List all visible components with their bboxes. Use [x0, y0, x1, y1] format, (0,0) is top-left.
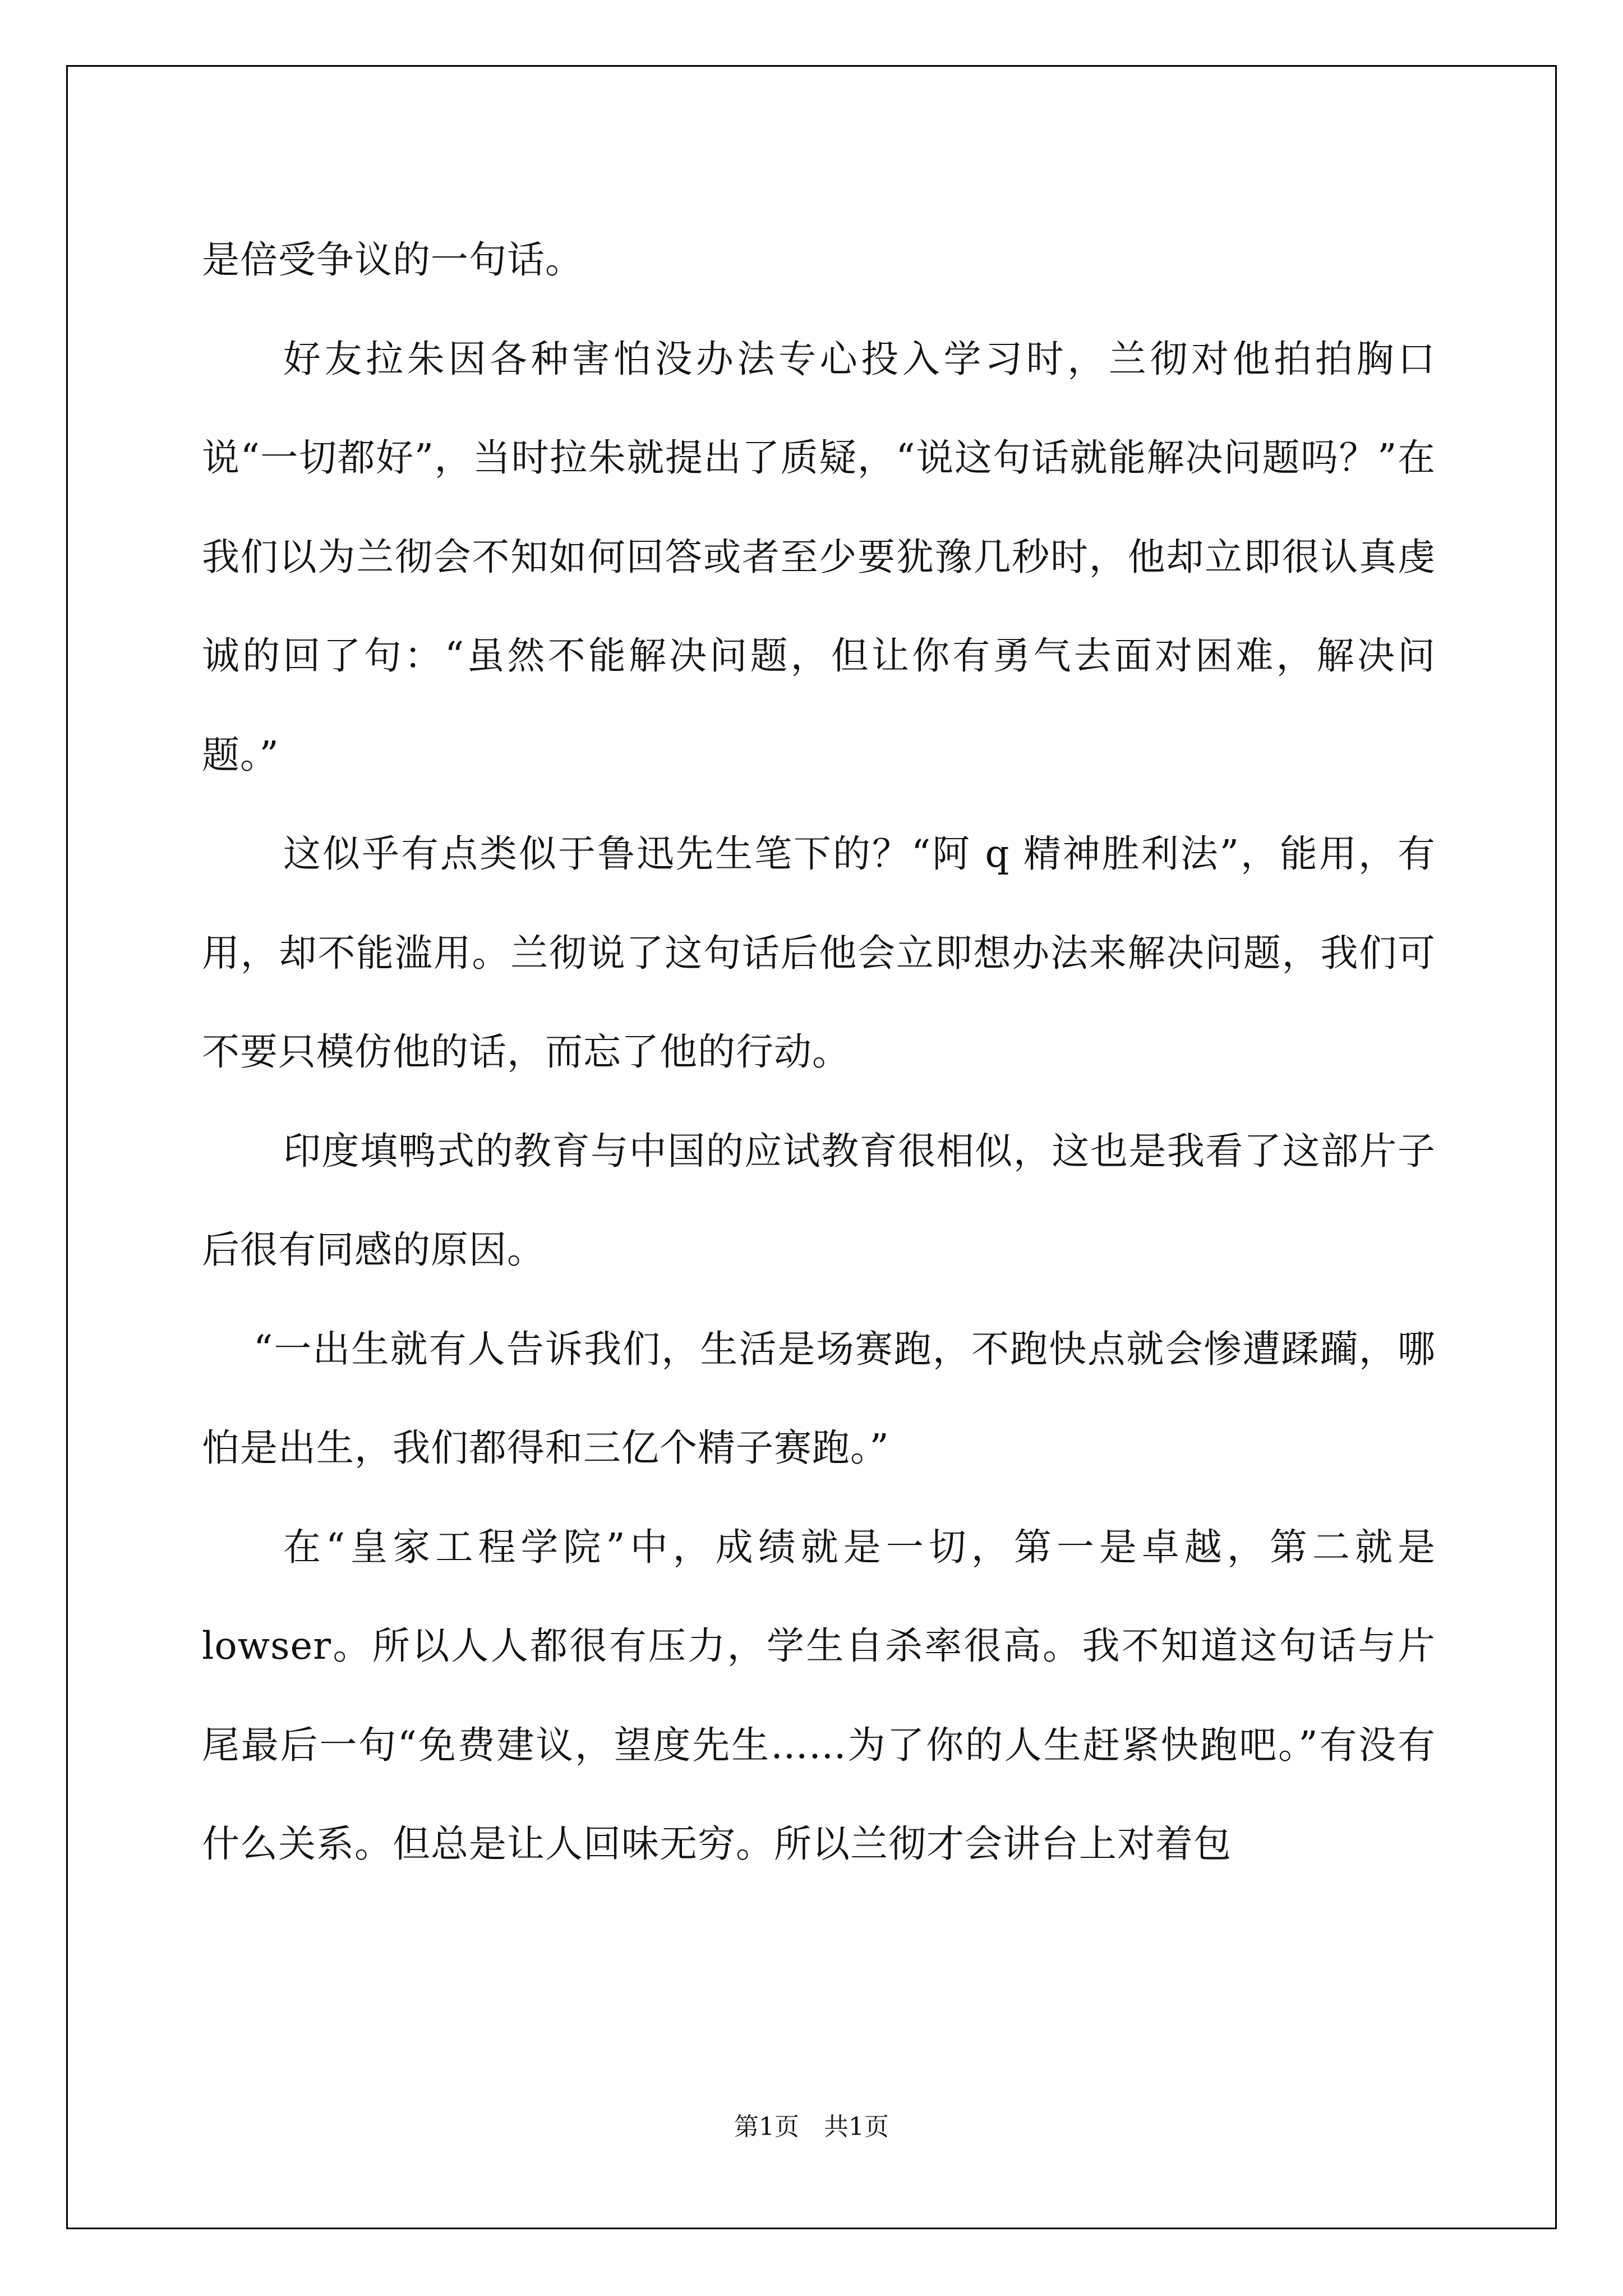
page-total: 共1页 [824, 2113, 889, 2141]
paragraph-3: 这似乎有点类似于鲁迅先生笔下的？“阿 q 精神胜利法”，能用，有用，却不能滥用。兰彻说了这句话后他会立即想办法来解决问题，我们可不要只模仿他的话，而忘了他的行动。 [202, 832, 1436, 1074]
document-body [202, 210, 1436, 1894]
paragraph-6: 在“皇家工程学院”中，成绩就是一切，第一是卓越，第二就是lowser。所以人人都很有压力，学生自杀率很高。我不知道这句话与片尾最后一句“免费建议，望度先生……为了你的人生赶紧快跑吧。”有没有什么关系。但总是让人回味无穷。所以兰彻才会讲台上对着包 [202, 1525, 1436, 1866]
paragraph-1: 是倍受争议的一句话。 [202, 238, 583, 282]
page-number: 第1页 [734, 2113, 799, 2141]
paragraph-4: 印度填鸭式的教育与中国的应试教育很相似，这也是我看了这部片子后很有同感的原因。 [202, 1129, 1436, 1272]
paragraph-5: “一出生就有人告诉我们，生活是场赛跑，不跑快点就会惨遭蹂躏，哪怕是出生，我们都得和三亿个精子赛跑。” [202, 1327, 1436, 1470]
paragraph-2: 好友拉朱因各种害怕没办法专心投入学习时，兰彻对他拍拍胸口说“一切都好”，当时拉朱就提出了质疑，“说这句话就能解决问题吗？”在我们以为兰彻会不知如何回答或者至少要犹豫几秒时，他却立即很认真虔诚的回了句：“虽然不能解决问题，但让你有勇气去面对困难，解决问题。” [202, 337, 1436, 777]
page-footer [0, 2106, 1623, 2142]
